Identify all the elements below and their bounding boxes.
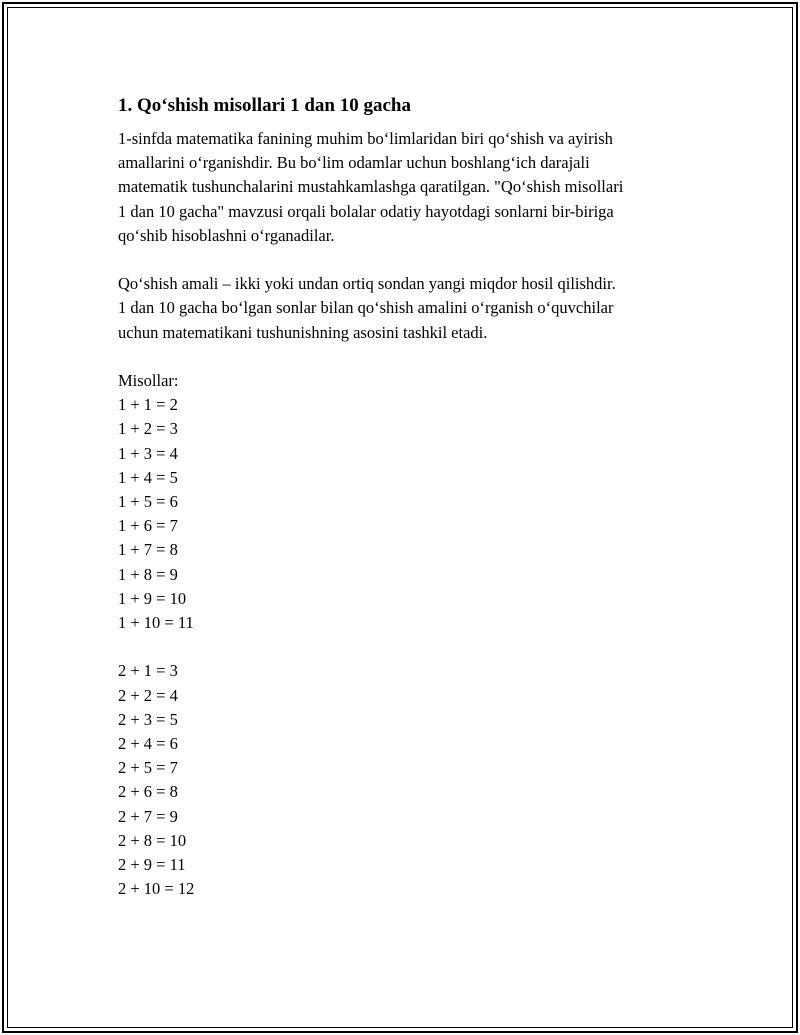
example-item: 1 + 1 = 2	[118, 395, 178, 415]
example-item: 1 + 4 = 5	[118, 467, 178, 487]
example-item: 1 + 7 = 8	[118, 540, 178, 560]
paragraph-line: qo‘shib hisoblashni o‘rganadilar.	[118, 225, 335, 245]
examples-heading: Misollar:	[118, 371, 179, 390]
paragraph-line: amallarini o‘rganishdir. Bu bo‘lim odamlar uchun boshlang‘ich darajali	[118, 153, 590, 173]
example-item: 2 + 7 = 9	[118, 806, 178, 826]
example-item: 2 + 1 = 3	[118, 661, 178, 681]
paragraph-line: matematik tushunchalarini mustahkamlashga qaratilgan. "Qo‘shish misollari	[118, 177, 624, 197]
intro-paragraph	[118, 127, 718, 248]
example-item: 2 + 9 = 11	[118, 855, 186, 875]
paragraph-line: Qo‘shish amali – ikki yoki undan ortiq sondan yangi miqdor hosil qilishdir.	[118, 274, 616, 294]
example-item: 2 + 4 = 6	[118, 734, 178, 754]
example-item: 1 + 10 = 11	[118, 613, 194, 633]
document-title: 1. Qo‘shish misollari 1 dan 10 gacha	[118, 95, 411, 116]
examples-group-1	[118, 393, 718, 635]
paragraph-line: 1 dan 10 gacha" mavzusi orqali bolalar odatiy hayotdagi sonlarni bir-biriga	[118, 201, 614, 221]
example-item: 2 + 2 = 4	[118, 685, 178, 705]
group-spacer	[118, 635, 718, 659]
example-item: 1 + 8 = 9	[118, 564, 178, 584]
definition-paragraph	[118, 272, 718, 345]
example-item: 2 + 3 = 5	[118, 709, 178, 729]
example-item: 2 + 10 = 12	[118, 879, 195, 899]
paragraph-line: 1-sinfda matematika fanining muhim bo‘limlaridan biri qo‘shish va ayirish	[118, 129, 613, 148]
paragraph-spacer	[118, 248, 718, 272]
paragraph-spacer	[118, 345, 718, 369]
examples-group-2	[118, 659, 718, 901]
example-item: 1 + 2 = 3	[118, 419, 178, 439]
example-item: 1 + 9 = 10	[118, 588, 187, 608]
example-item: 1 + 3 = 4	[118, 443, 178, 463]
example-item: 2 + 8 = 10	[118, 830, 187, 850]
paragraph-line: 1 dan 10 gacha bo‘lgan sonlar bilan qo‘shish amalini o‘rganish o‘quvchilar	[118, 298, 614, 318]
example-item: 2 + 6 = 8	[118, 782, 178, 802]
example-item: 2 + 5 = 7	[118, 758, 178, 778]
document-body	[118, 92, 718, 901]
paragraph-line: uchun matematikani tushunishning asosini tashkil etadi.	[118, 322, 488, 342]
example-item: 1 + 5 = 6	[118, 492, 178, 512]
example-item: 1 + 6 = 7	[118, 516, 178, 536]
